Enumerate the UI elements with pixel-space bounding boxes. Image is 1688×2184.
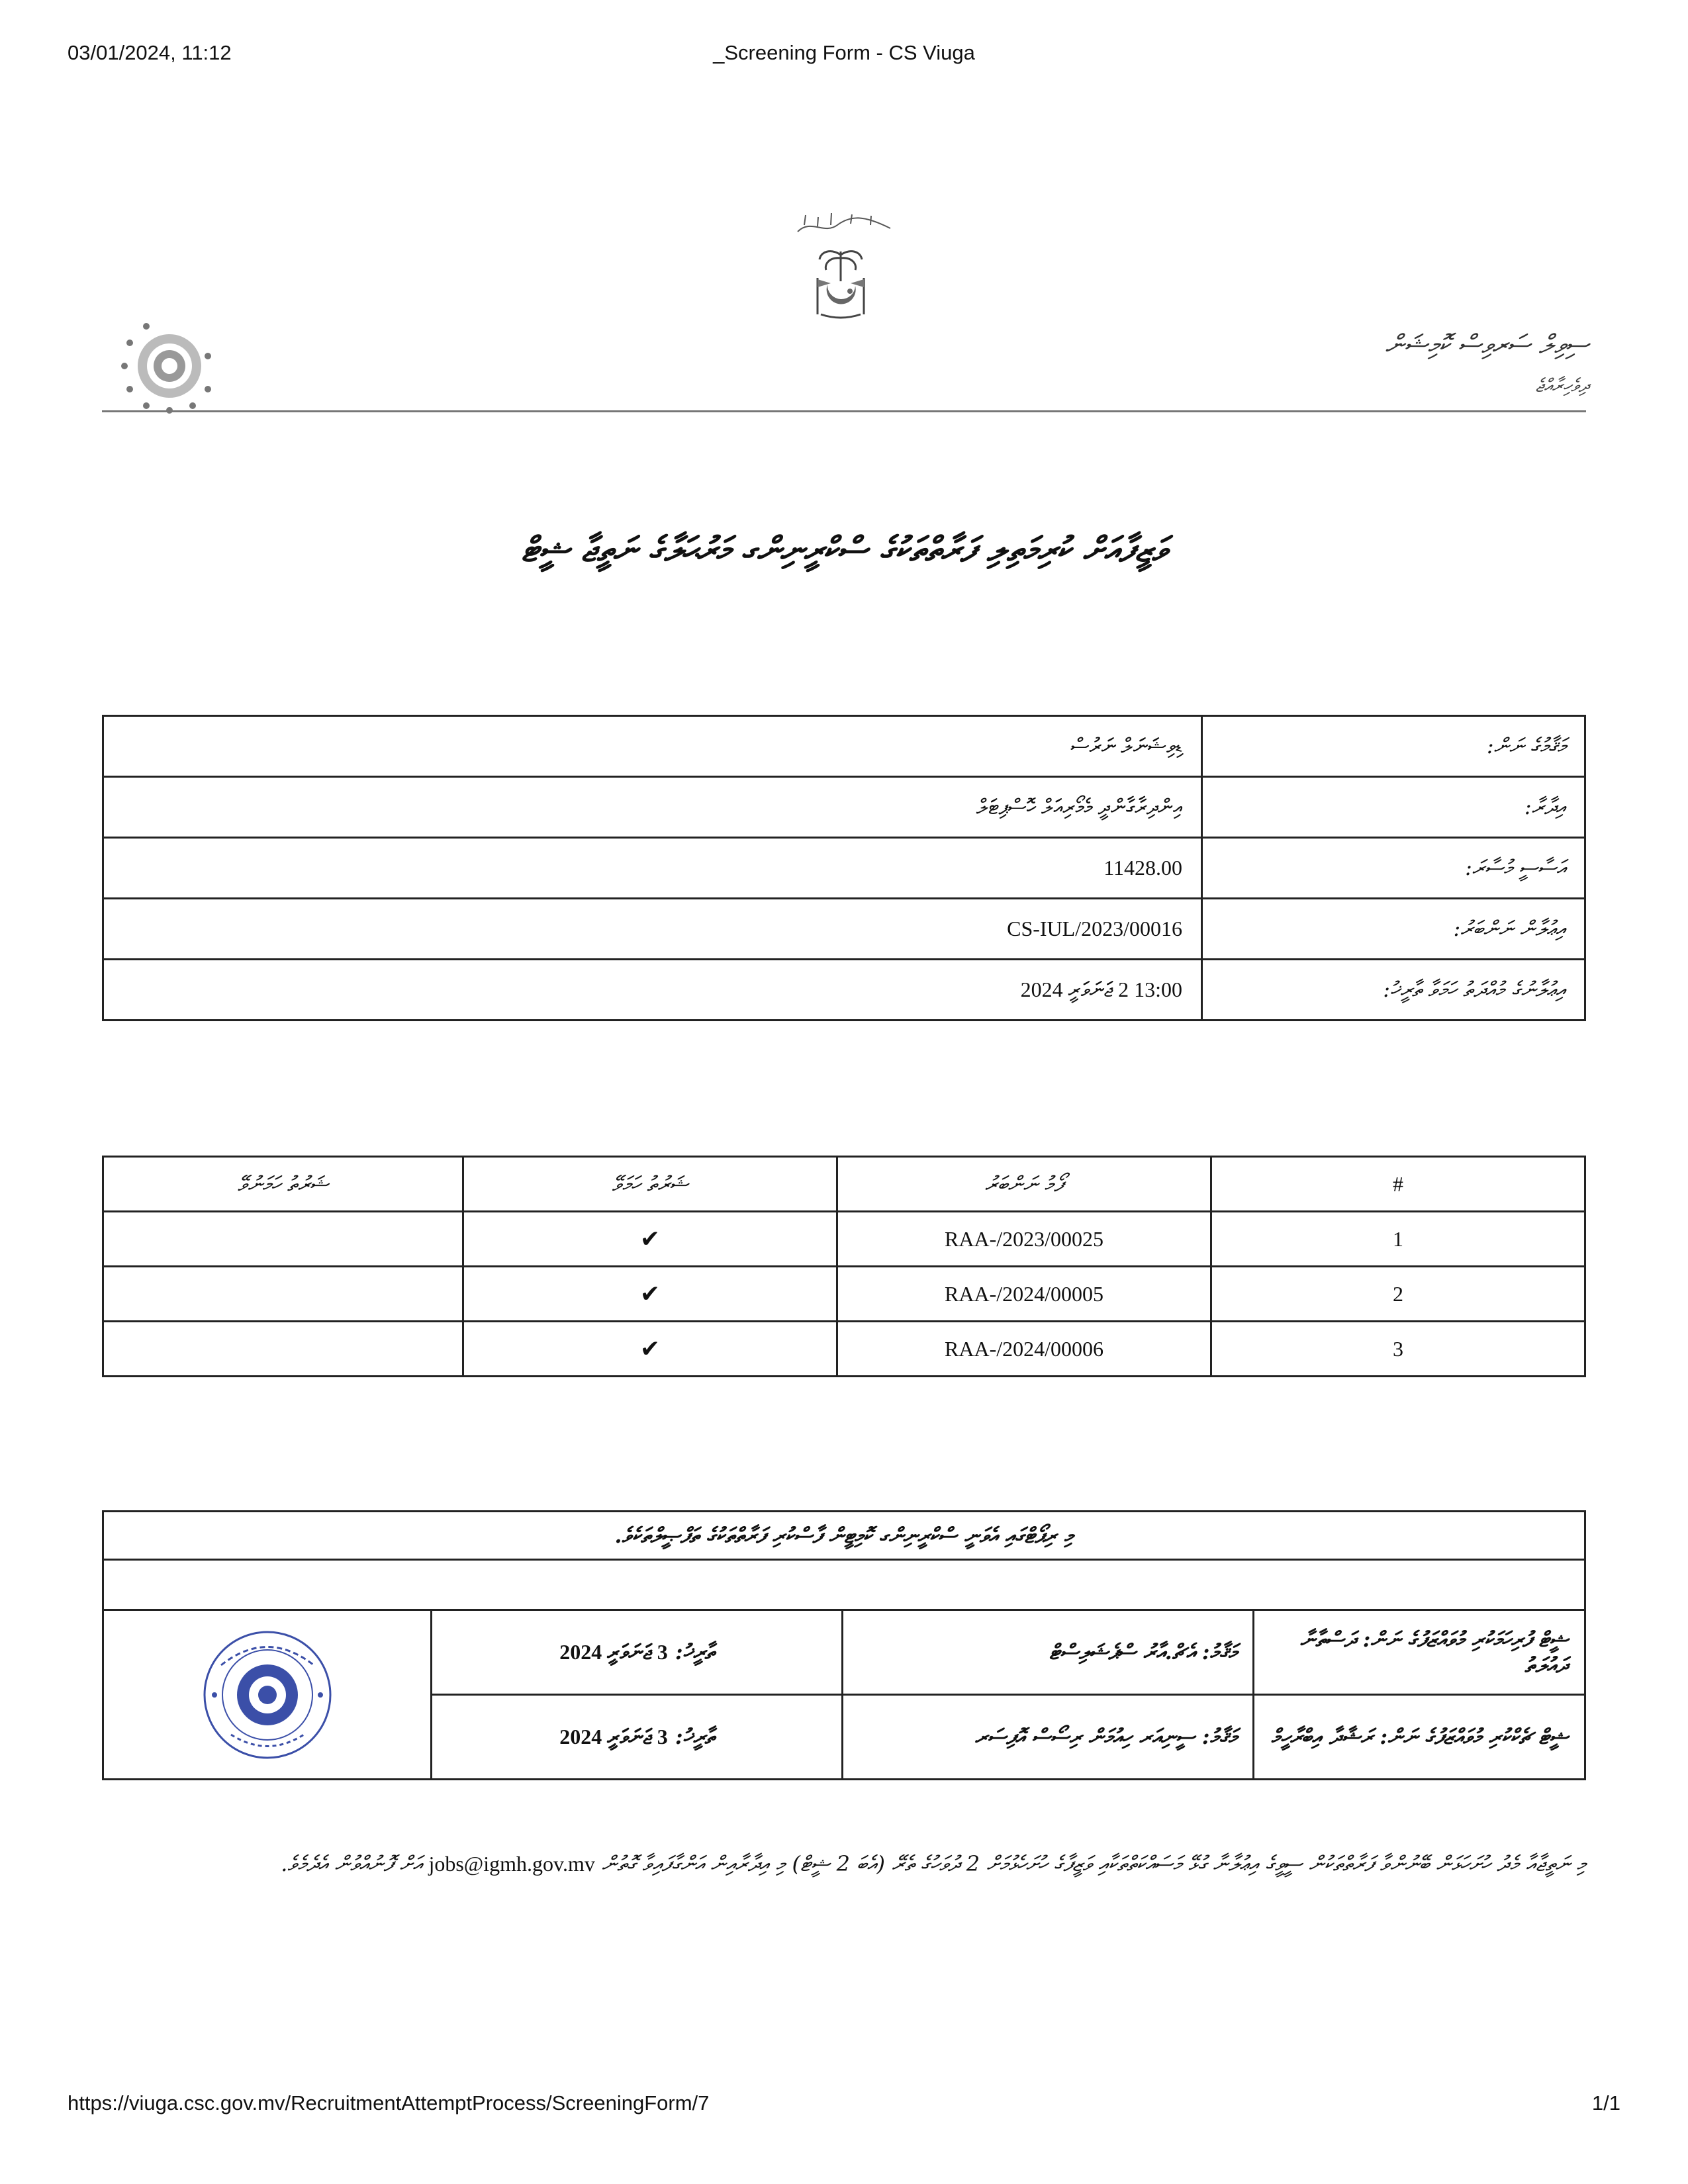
table-row [103,1512,1585,1560]
checked-date-label: ތާރީޚު: [675,1724,714,1749]
checked-by: ޝީޓް ޗެކްކުރި މުވައްޒަފުގެ ނަން: ރަޝާދާ އިބްރާހީމް [1254,1695,1585,1780]
state-emblem-icon [801,245,880,324]
table-row [103,777,1585,838]
job-title-label: މަޤާމުގެ ނަން: [1202,716,1585,777]
table-header-row [103,1157,1585,1212]
prepared-date-label: ތާރީޚު: [675,1639,714,1664]
declaration-text: މި ރިޕޯޓްގައި އެވަނީ ސްކްރީނިންގ ކޮމިޓީން ފާސްކުރި ފަރާތްތަކުގެ ތަފްޞީލްތަކެވެ. [103,1512,1585,1560]
print-datetime: 03/01/2024, 11:12 [68,41,232,64]
official-stamp-icon [195,1625,340,1764]
document-title: ވަޒީފާއަށް ކުރިމަތިލި ފަރާތްތަކުގެ ސްކްރީނިންގ މަރުޙަލާގެ ނަތީޖާ ޝީޓް [521,529,1167,570]
met-cell [463,1267,837,1322]
office-label: އިދާރާ: [1202,777,1585,838]
org-name: ސިވިލް ސަރވިސް ކޮމިޝަން [1385,330,1589,360]
bismillah-calligraphy [791,205,897,245]
print-page-number: 1/1 [1591,2091,1620,2115]
checkmark-icon: ✔ [639,1280,661,1308]
not-met-cell [103,1267,463,1322]
checked-date-value: 3 ޖަނަވަރީ 2024 [559,1725,668,1749]
salary-value: 11428.00 [103,838,1202,899]
met-cell [463,1212,837,1267]
row-number-cell: 1 [1211,1212,1585,1267]
contact-email: jobs@igmh.gov.mv [428,1852,595,1876]
appeal-note-tail: އަށް ފޮނުއްވުން އެދެމެވެ. [281,1851,422,1876]
row-number-cell: 3 [1211,1322,1585,1377]
org-country: ދިވެހިރާއްޖެ [1535,375,1589,396]
print-footer [0,2091,1688,2118]
prepared-position: މަޤާމު: އެޗް.އާރު ސްޕެޝަލިސްޓް [843,1610,1254,1695]
table-row [103,1322,1585,1377]
form-number-cell: RAA-/2023/00025 [837,1212,1211,1267]
not-met-cell [103,1322,463,1377]
table-row [103,716,1585,777]
table-row [103,1267,1585,1322]
met-cell [463,1322,837,1377]
form-number-cell: RAA-/2024/00005 [837,1267,1211,1322]
announcement-number-value: CS-IUL/2023/00016 [103,899,1202,960]
not-met-cell [103,1212,463,1267]
letterhead-divider [102,410,1586,412]
table-row [103,838,1585,899]
checkmark-icon: ✔ [639,1225,661,1253]
table-row [103,1560,1585,1610]
col-form-number: ފޯމު ނަންބަރު [837,1157,1211,1212]
deadline-value: 13:00 2 ޖަނަވަރީ 2024 [103,960,1202,1021]
prepared-by: ޝީޓް ފުރިހަމަކުރި މުވައްޒަފުގެ ނަން: ދަސްތާނާ ދައުލަތު [1254,1610,1585,1695]
job-info-table [102,715,1586,1021]
salary-label: އަސާސީ މުސާރަ: [1202,838,1585,899]
announcement-number-label: އިޢުލާން ނަންބަރު: [1202,899,1585,960]
deadline-label: އިޢުލާނުގެ މުއްދަތު ހަމަވާ ތާރީޚު: [1202,960,1585,1021]
row-number-cell: 2 [1211,1267,1585,1322]
col-met: ޝަރުތު ހަމަވޭ [463,1157,837,1212]
print-url: https://viuga.csc.gov.mv/RecruitmentAttemptProcess/ScreeningForm/7 [68,2091,710,2115]
table-row [103,960,1585,1021]
official-stamp [103,1610,432,1780]
prepared-date-cell [432,1610,843,1695]
appeal-note-text: މި ނަތީޖާއާ މެދު ހުށަހަޅަން ބޭނުންވާ ފަރާތްތަކުން ސީވީގެ އިޢުލާނާ ގުޅޭ މަސައްކަތްތަކާއި ވަޒީފާގެ ހުށަހެޅުމަށް 2 ދުވަހުގެ ތެރޭ (އެބަ 2 ޝީޓް) މި އިދާރާއިން އަންގާފައިވާ ގޮތުން [602,1851,1586,1876]
approval-table [102,1510,1586,1780]
table-row [103,1610,1585,1695]
job-title-value: ޑިވިޝަނަލް ނަރުސް [103,716,1202,777]
appeal-note [199,1846,1586,1881]
table-row [103,1212,1585,1267]
checked-date-cell [432,1695,843,1780]
print-page-title: _Screening Form - CS Viuga [713,41,975,64]
office-value: އިންދިރާގާންދީ މެމޯރިއަލް ހޮސްޕިޓަލް [103,777,1202,838]
print-header [0,41,1688,68]
applicants-table [102,1156,1586,1377]
col-not-met: ޝަރުތު ހަމަނުވޭ [103,1157,463,1212]
table-row [103,899,1585,960]
checked-position: މަޤާމު: ސީނިއަރ ހިއުމަން ރިސޯސް އޮފިސަރ [843,1695,1254,1780]
form-number-cell: RAA-/2024/00006 [837,1322,1211,1377]
prepared-date-value: 3 ޖަނަވަރީ 2024 [559,1640,668,1664]
csc-logo-icon [117,316,216,416]
blank-cell [103,1560,1585,1610]
col-number: # [1211,1157,1585,1212]
checkmark-icon: ✔ [639,1335,661,1363]
